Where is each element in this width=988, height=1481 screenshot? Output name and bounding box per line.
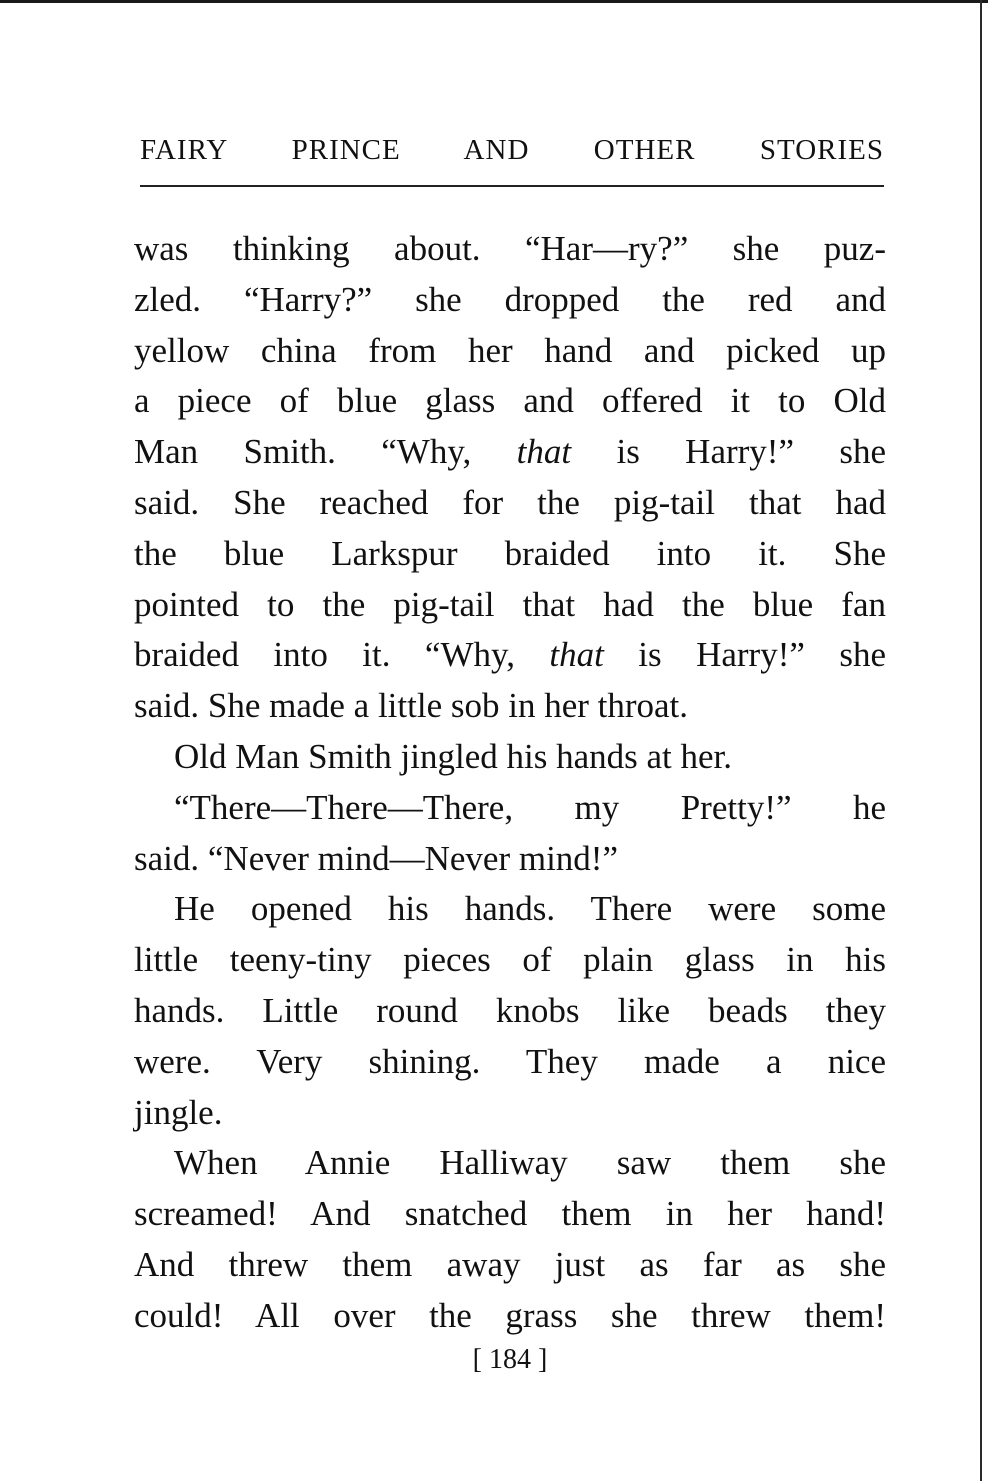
running-head: FAIRY PRINCE AND OTHER STORIES xyxy=(140,134,884,166)
text-line: pointed to the pig-tail that had the blue fan xyxy=(134,584,886,624)
text-line: a piece of blue glass and offered it to Old xyxy=(134,381,886,421)
text-line: said. She reached for the pig-tail that had xyxy=(134,482,886,522)
emphasis: that xyxy=(549,635,604,675)
page-right-border xyxy=(980,0,982,1481)
running-head-rule xyxy=(140,185,884,187)
text-line: the blue Larkspur braided into it. She xyxy=(134,533,886,573)
text-line: And threw them away just as far as she xyxy=(134,1244,886,1284)
text-line: was thinking about. “Har—ry?” she puz- xyxy=(134,229,886,268)
text-line: yellow china from her hand and picked up xyxy=(134,330,886,370)
text-line: said. She made a little sob in her throat. xyxy=(134,686,689,726)
text-line: hands. Little round knobs like beads they xyxy=(134,990,886,1030)
text-line: said. “Never mind—Never mind!” xyxy=(134,838,619,878)
paragraph-first-line: Old Man Smith jingled his hands at her. xyxy=(174,736,733,776)
text-line: Man Smith. “Why, that is Harry!” she xyxy=(134,432,887,472)
paragraph-first-line: “There—There—There, my Pretty!” he xyxy=(174,787,886,827)
text-line: screamed! And snatched them in her hand! xyxy=(134,1194,886,1234)
text-line: braided into it. “Why, that is Harry!” she xyxy=(134,635,886,675)
text-line: jingle. xyxy=(134,1092,223,1132)
body-text xyxy=(134,224,886,1342)
paragraph-first-line: He opened his hands. There were some xyxy=(174,889,886,929)
text-line: could! All over the grass she threw them! xyxy=(134,1295,886,1335)
text-line: zled. “Harry?” she dropped the red and xyxy=(134,279,886,319)
text-line: were. Very shining. They made a nice xyxy=(134,1041,886,1081)
text-line: little teeny-tiny pieces of plain glass in his xyxy=(134,940,886,980)
emphasis: that xyxy=(516,432,572,472)
page-top-border xyxy=(0,0,988,3)
paragraph-first-line: When Annie Halliway saw them she xyxy=(174,1143,886,1183)
page-number: [ 184 ] xyxy=(472,1344,548,1375)
